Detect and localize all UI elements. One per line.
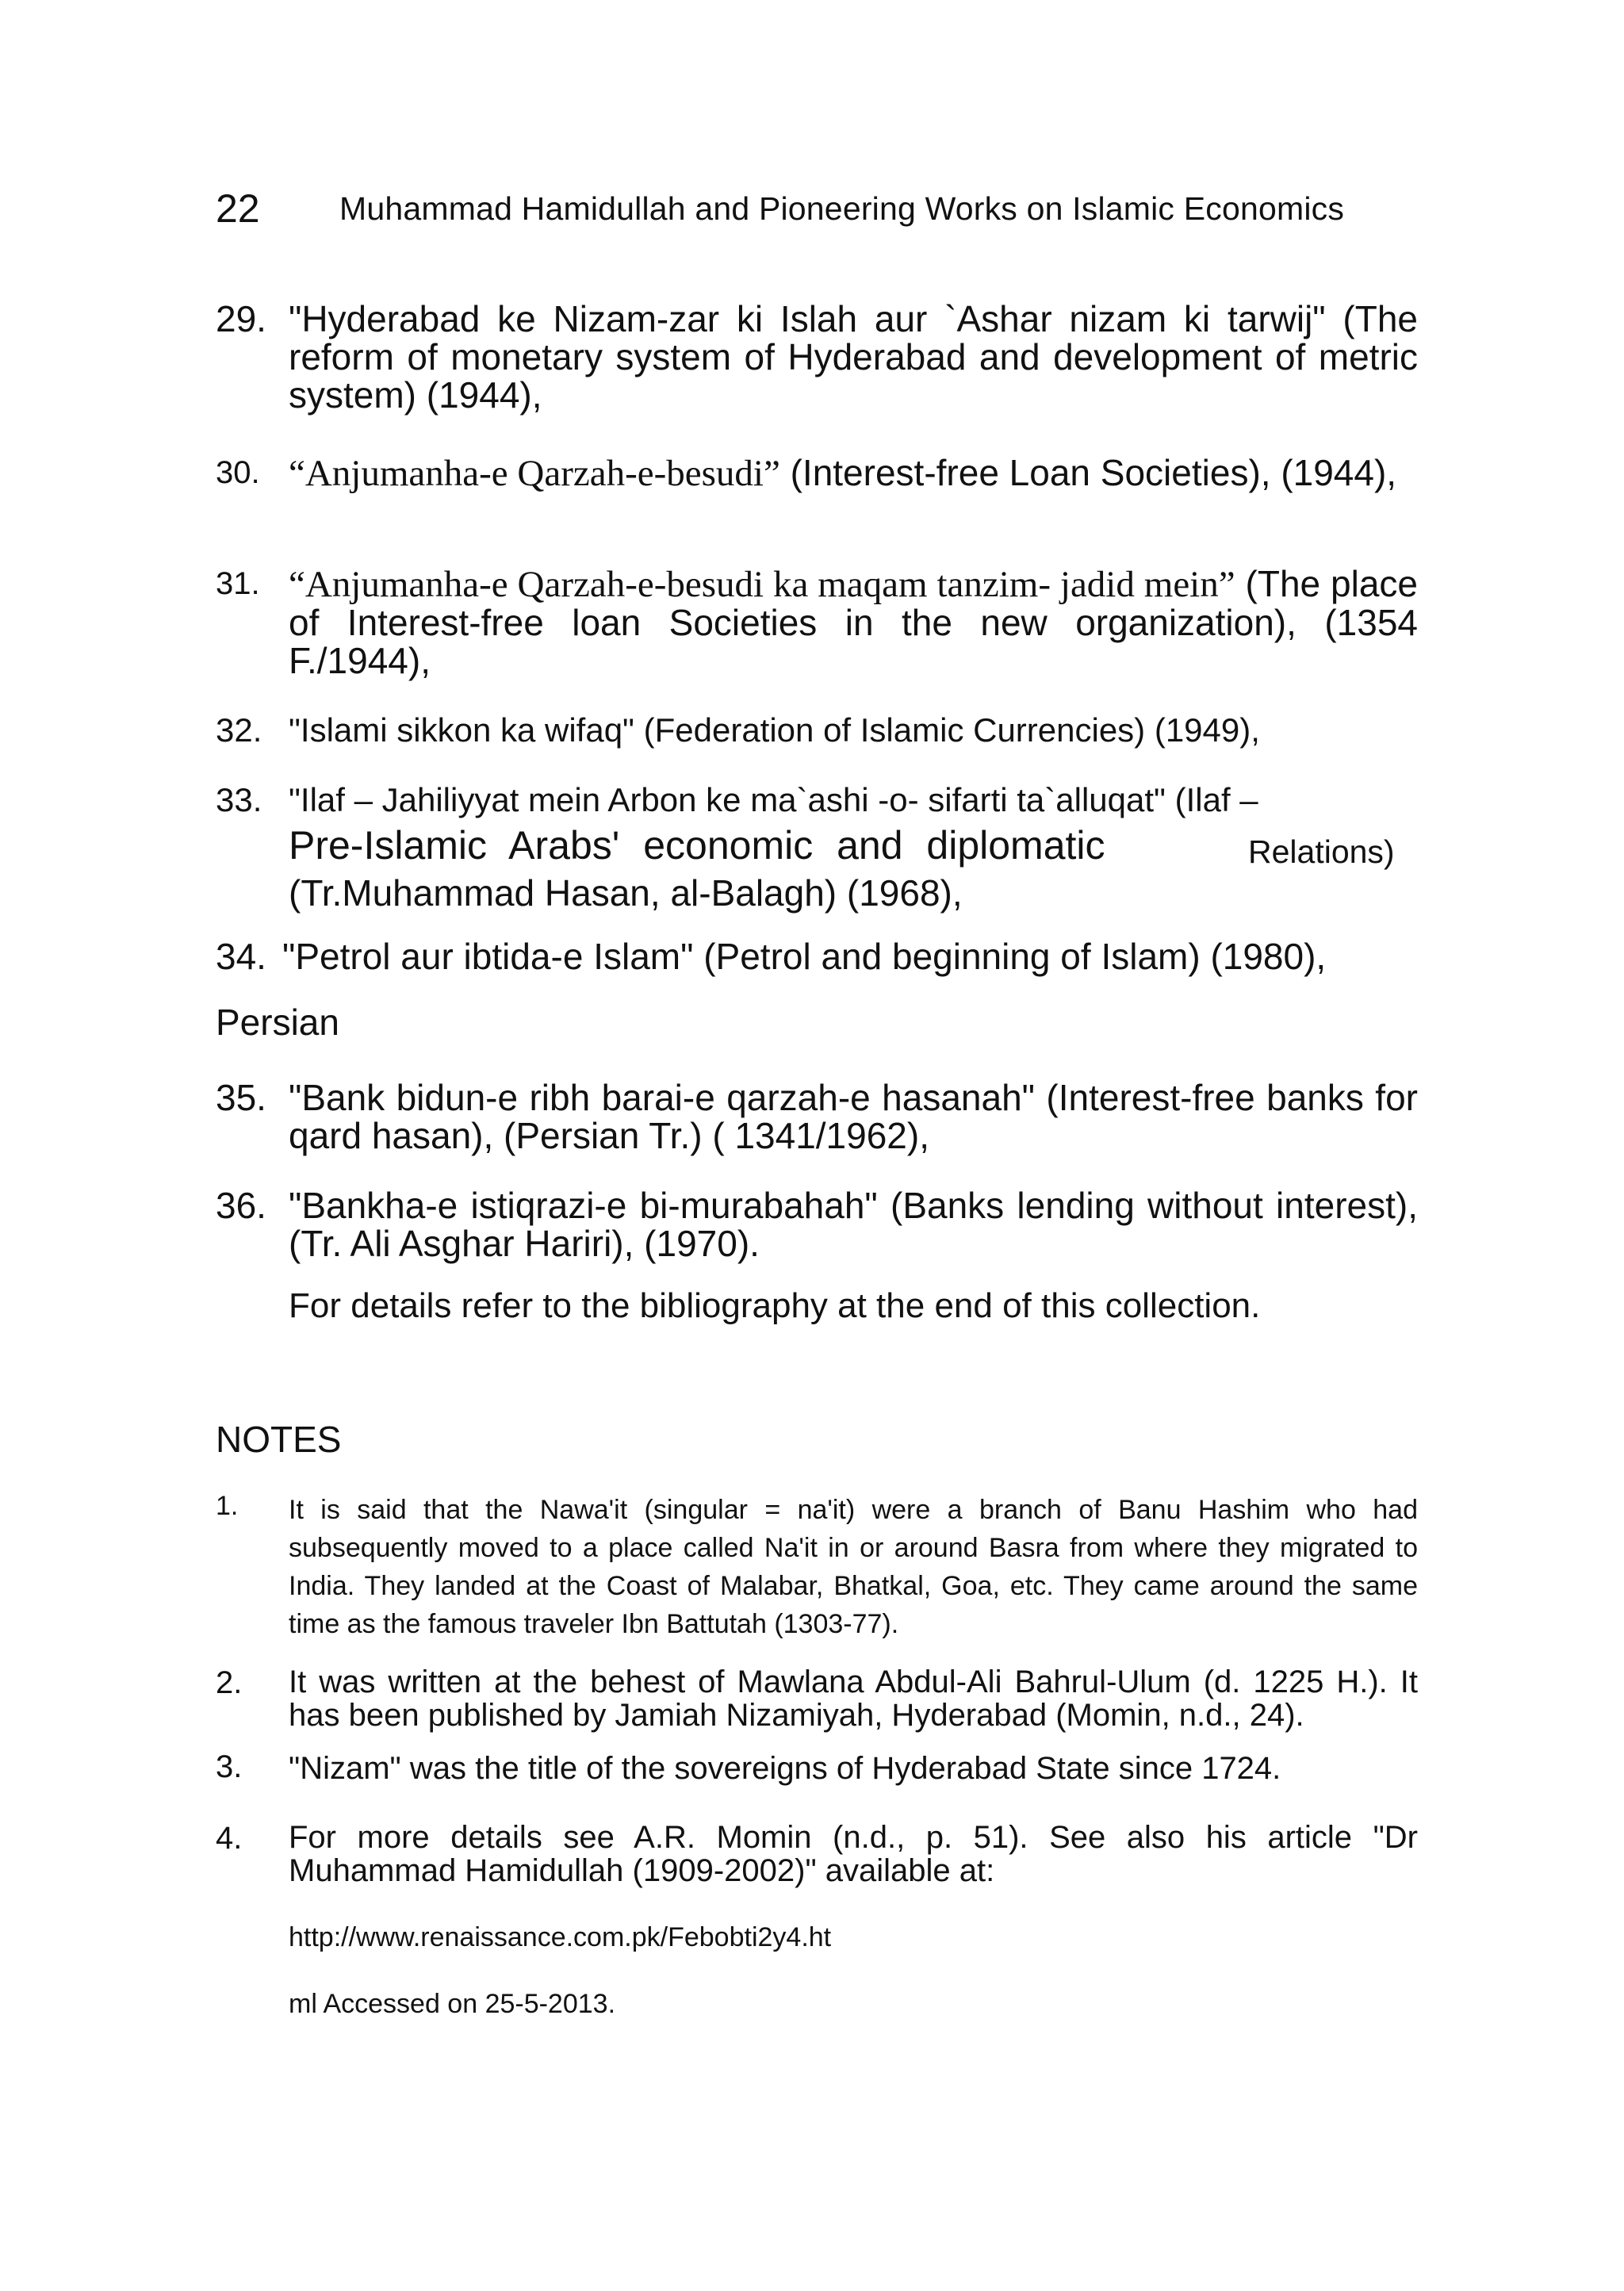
item-text: "Petrol aur ibtida-e Islam" (Petrol and beginning of Islam) (1980), <box>282 936 1327 977</box>
item-number: 36. <box>216 1185 266 1226</box>
item-number: 31. <box>216 566 260 601</box>
reference-url: http://www.renaissance.com.pk/Febobti2y4.ht <box>289 1922 832 1952</box>
footnote <box>216 1749 1418 1794</box>
item-number: 34. <box>216 936 266 977</box>
item-text: "Bank bidun-e ribh barai-e qarzah-e hasanah" (Interest-free banks for qard hasan), (Persian Tr.) ( 1341/1962), <box>289 1077 1418 1156</box>
list-item <box>216 1186 1418 1274</box>
item-number: 33. <box>216 781 262 818</box>
list-item <box>216 936 1418 980</box>
item-text: "Islami sikkon ka wifaq" (Federation of Islamic Currencies) (1949), <box>289 711 1260 749</box>
list-item <box>216 565 1418 692</box>
list-item <box>216 300 1418 427</box>
item-text: "Hyderabad ke Nizam-zar ki Islah aur `Ashar nizam ki tarwij" (The reform of monetary system of Hyderabad and development of metric system) (1944), <box>289 298 1418 416</box>
item-title: “Anjumanha-e Qarzah-e-besudi” <box>289 453 780 494</box>
footnote-text: It was written at the behest of Mawlana Abdul-Ali Bahrul-Ulum (d. 1225 H.). It has been published by Jamiah Nizamiyah, Hyderabad (Momin, n.d., 24). <box>289 1665 1418 1733</box>
running-title: Muhammad Hamidullah and Pioneering Works on Islamic Economics <box>339 190 1345 227</box>
footnote-number: 1. <box>216 1491 239 1521</box>
section-heading: Persian <box>216 1002 339 1043</box>
footnote-number: 4. <box>216 1821 243 1856</box>
list-item <box>216 781 1418 914</box>
item-title: “Anjumanha-e Qarzah-e-besudi ka maqam tanzim- jadid mein” <box>289 564 1235 605</box>
footnote <box>216 1491 1418 1649</box>
footnote <box>216 1821 1418 1900</box>
footnote-text: It is said that the Nawa'it (singular = na'it) were a branch of Banu Hashim who had subsequently moved to a place called Na'it in or around Basra from where they migrated to India. They landed at the Coast of Malabar, Bhatkal, Goa, etc. They came around the same time as the famous traveler Ibn Battutah (1303-77). <box>289 1495 1418 1639</box>
item-text-line: "Ilaf – Jahiliyyat mein Arbon ke ma`ashi -o- sifarti ta`alluqat" (Ilaf – <box>289 781 1258 818</box>
list-item <box>216 1078 1418 1166</box>
item-text: "Bankha-e istiqrazi-e bi-murabahah" (Banks lending without interest), (Tr. Ali Asghar Hariri), (1970). <box>289 1185 1418 1264</box>
footnote-number: 3. <box>216 1749 243 1784</box>
notes-heading: NOTES <box>216 1419 342 1460</box>
item-number: 32. <box>216 711 262 749</box>
footnote-number: 2. <box>216 1665 243 1700</box>
item-text: (Interest-free Loan Societies), (1944), <box>779 452 1397 493</box>
item-text: (The place of Interest-free loan Societies in the new organization), (1354 F./1944), <box>289 563 1418 681</box>
reference-url-continued: ml Accessed on 25-5-2013. <box>289 1989 616 2019</box>
item-number: 35. <box>216 1077 266 1118</box>
footnote <box>216 1665 1418 1745</box>
page-number: 22 <box>216 186 260 231</box>
footnote-text: "Nizam" was the title of the sovereigns of Hyderabad State since 1724. <box>289 1751 1281 1786</box>
item-text-line: (Tr.Muhammad Hasan, al-Balagh) (1968), <box>289 872 963 914</box>
item-number: 30. <box>216 455 260 490</box>
list-item <box>216 454 1418 541</box>
list-item <box>216 712 1418 752</box>
footnote-text: For more details see A.R. Momin (n.d., p. 51). See also his article "Dr Muhammad Hamidullah (1909-2002)" available at: <box>289 1820 1418 1888</box>
item-number: 29. <box>216 298 266 339</box>
item-text-line: Relations) <box>1248 833 1395 870</box>
item-text-line: Pre-Islamic Arabs' economic and diplomatic <box>289 823 1105 868</box>
details-note: For details refer to the bibliography at the end of this collection. <box>289 1286 1261 1325</box>
